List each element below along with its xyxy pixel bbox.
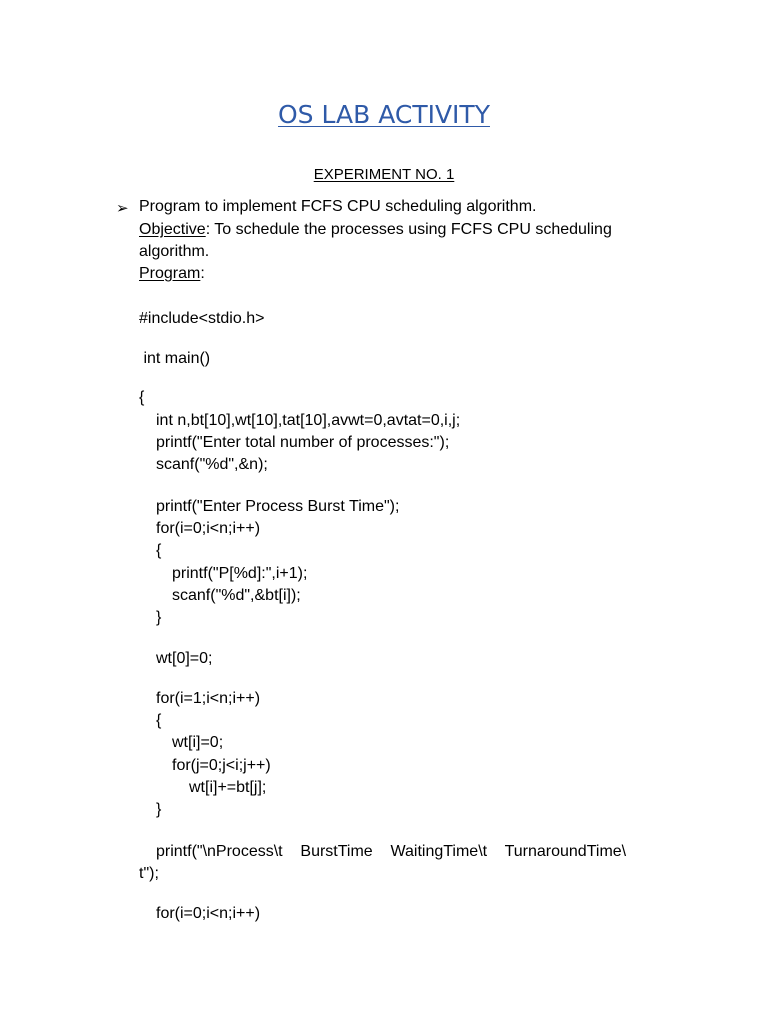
arrow-bullet-icon: ➢	[116, 200, 129, 217]
objective-line	[139, 220, 612, 240]
code-line: printf("Enter Process Burst Time");	[156, 498, 400, 515]
program-line	[139, 264, 205, 284]
code-line: scanf("%d",&n);	[156, 456, 268, 473]
code-line: {	[156, 712, 162, 729]
code-line: for(j=0;j<i;j++)	[172, 757, 271, 774]
code-line: t");	[139, 865, 159, 882]
experiment-heading: EXPERIMENT NO. 1	[313, 166, 455, 183]
code-line: #include<stdio.h>	[139, 310, 265, 327]
program-colon: :	[200, 265, 205, 282]
document-title: OS LAB ACTIVITY	[278, 100, 490, 129]
code-line: }	[156, 801, 162, 818]
code-line: {	[139, 389, 145, 406]
code-line: int main()	[139, 350, 211, 367]
objective-text: : To schedule the processes using FCFS CPU scheduling	[205, 221, 612, 238]
code-line: printf("\nProcess\t BurstTime WaitingTime\t TurnaroundTime\	[156, 843, 627, 860]
code-line: for(i=0;i<n;i++)	[156, 520, 261, 537]
objective-label: Objective	[139, 221, 206, 238]
code-line: for(i=1;i<n;i++)	[156, 690, 261, 707]
code-line: printf("Enter total number of processes:");	[156, 434, 450, 451]
code-line: scanf("%d",&bt[i]);	[172, 587, 301, 604]
code-line: wt[i]=0;	[172, 734, 224, 751]
code-line: {	[156, 542, 162, 559]
code-line: int n,bt[10],wt[10],tat[10],avwt=0,avtat=0,i,j;	[156, 412, 461, 429]
program-label: Program	[139, 265, 201, 282]
code-line: wt[i]+=bt[j];	[189, 779, 267, 796]
code-line: }	[156, 609, 162, 626]
objective-continuation: algorithm.	[139, 243, 210, 260]
intro-line: Program to implement FCFS CPU scheduling algorithm.	[139, 198, 537, 215]
code-line: wt[0]=0;	[156, 650, 213, 667]
code-line: printf("P[%d]:",i+1);	[172, 565, 308, 582]
code-line: for(i=0;i<n;i++)	[156, 905, 261, 922]
